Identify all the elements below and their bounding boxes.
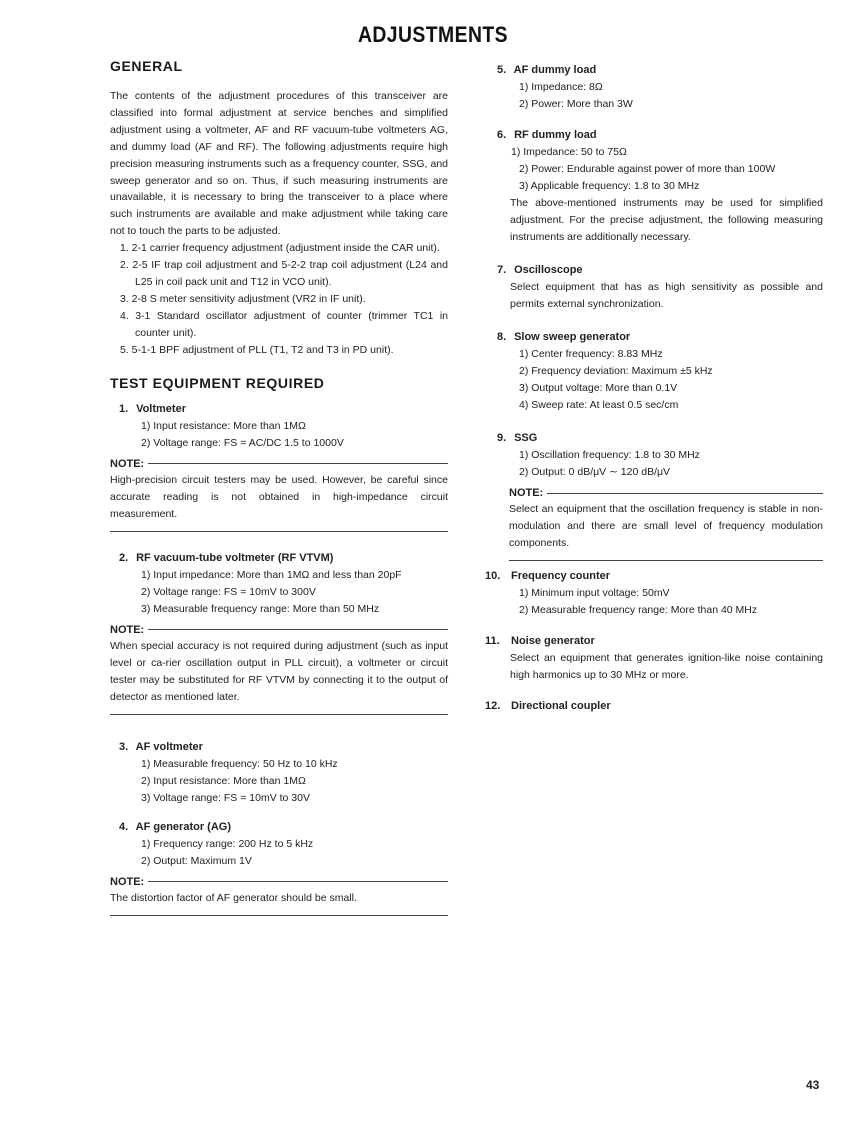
spec-item: 2) Power: More than 3W [519,98,633,110]
section-text: The above-mentioned instruments may be used for simplified adjustment. For the precise adjustment, the following measuring instruments are additionally necessary. [510,197,823,243]
section-title: AF voltmeter [135,740,203,753]
section-number: 3. [119,740,129,753]
left-column [110,58,448,916]
note-rule [547,493,823,494]
test-equipment-heading: TEST EQUIPMENT REQUIRED [110,374,325,391]
section-number: 6. [497,129,507,141]
section-oscilloscope [497,262,823,313]
section-title: Oscilloscope [514,264,583,276]
section-number: 4. [119,820,129,833]
spec-item: 1) Minimum input voltage: 50mV [519,587,670,599]
note-block [110,874,448,916]
spec-item: 1) Input resistance: More than 1MΩ [141,419,306,432]
section-title: Directional coupler [511,700,611,712]
note-rule [148,629,448,630]
section-title: RF vacuum-tube voltmeter (RF VTVM) [136,551,334,564]
general-list-item: 2. 2-5 IF trap coil adjustment and 5-2-2 trap coil adjustment (L24 and L25 in coil pack unit and T12 in VCO unit). [120,259,448,288]
general-list-item: 5. 5-1-1 BPF adjustment of PLL (T1, T2 and T3 in PD unit). [120,343,394,356]
section-title: AF generator (AG) [135,820,231,833]
section-directional-coupler [485,698,823,714]
section-number: 11. [485,635,500,647]
section-title: SSG [514,432,538,444]
note-label: NOTE: [509,487,544,499]
note-end-rule [110,531,448,532]
section-number: 10. [485,570,501,582]
spec-item: 2) Power: Endurable against power of more than 100W [519,163,776,175]
note-label: NOTE: [110,623,145,636]
spec-item: 2) Voltage range: FS = 10mV to 300V [141,585,316,598]
general-list-item: 3. 2-8 S meter sensitivity adjustment (VR2 in IF unit). [120,292,366,305]
note-end-rule [110,915,448,916]
section-number: 7. [497,264,507,276]
section-af-dummy-load [497,62,823,113]
section-noise-generator [485,633,823,684]
general-list [110,240,448,358]
section-title: Slow sweep generator [514,331,631,343]
section-title: AF dummy load [513,64,597,76]
spec-item: 2) Frequency deviation: Maximum ±5 kHz [519,365,713,377]
note-text: The distortion factor of AF generator should be small. [110,891,357,904]
section-af-voltmeter [110,739,448,807]
spec-item: 1) Impedance: 8Ω [519,81,603,93]
spec-item: 1) Input impedance: More than 1MΩ and less than 20pF [141,568,402,581]
spec-item: 3) Measurable frequency range: More than 50 MHz [141,602,380,615]
spec-item: 1) Frequency range: 200 Hz to 5 kHz [141,837,314,850]
section-number: 1. [119,402,129,415]
spec-item: 2) Output: Maximum 1V [141,854,252,867]
note-end-rule [509,560,823,561]
note-end-rule [110,714,448,715]
section-number: 5. [497,64,507,76]
general-list-item: 4. 3-1 Standard oscillator adjustment of counter (trimmer TC1 in counter unit). [120,309,448,339]
spec-item: 2) Output: 0 dB/μV ∼ 120 dB/μV [519,466,671,478]
page-title: ADJUSTMENTS [357,22,509,47]
spec-item: 2) Voltage range: FS = AC/DC 1.5 to 1000V [141,436,344,449]
page-number: 43 [806,1078,820,1092]
section-number: 12. [485,700,501,712]
note-rule [148,881,448,882]
section-number: 9. [497,432,507,444]
spec-item: 3) Voltage range: FS = 10mV to 30V [141,791,310,804]
spec-item: 1) Measurable frequency: 50 Hz to 10 kHz [141,757,338,770]
section-voltmeter [110,401,448,452]
general-heading: GENERAL [110,58,183,74]
note-label: NOTE: [110,457,145,470]
general-list-item: 1. 2-1 carrier frequency adjustment (adjustment inside the CAR unit). [120,242,440,255]
note-text: When special accuracy is not required during adjustment (such as input level or ca-rier oscillation output in PLL circuit), a voltmeter or circuit tester may be substituted for RF VTVM by connecting it to the output of detector as mentioned later. [110,639,448,703]
note-text: Select an equipment that the oscillation frequency is stable in non-modulation and there are small level of frequency modulation components. [509,503,823,549]
spec-item: 4) Sweep rate: At least 0.5 sec/cm [519,399,679,411]
section-rf-dummy-load [497,127,823,246]
section-number: 2. [119,551,129,564]
section-text: Select an equipment that generates ignition-like noise containing high harmonics up to 30 MHz or more. [510,652,823,681]
spec-item: 1) Impedance: 50 to 75Ω [511,146,627,158]
spec-item: 2) Measurable frequency range: More than 40 MHz [519,604,758,616]
section-af-generator [110,819,448,870]
section-title: Noise generator [511,635,595,647]
spec-item: 1) Oscillation frequency: 1.8 to 30 MHz [519,449,700,461]
section-title: Frequency counter [511,570,611,582]
note-block [110,456,448,532]
note-rule [148,463,448,464]
note-label: NOTE: [110,875,145,888]
spec-item: 3) Output voltage: More than 0.1V [519,382,678,394]
section-frequency-counter [485,568,823,619]
section-text: Select equipment that has as high sensitivity as possible and permits external synchronization. [510,281,823,310]
section-rf-vtvm [110,550,448,618]
note-text: High-precision circuit testers may be used. However, be careful since accurate reading is not obtained in high-impedance circuit measurement. [110,473,448,520]
spec-item: 1) Center frequency: 8.83 MHz [519,348,663,360]
note-block [110,622,448,715]
section-title: Voltmeter [136,402,186,415]
section-title: RF dummy load [514,129,597,141]
spec-item: 3) Applicable frequency: 1.8 to 30 MHz [519,180,700,192]
section-ssg [497,430,823,481]
right-column [485,62,823,715]
section-slow-sweep-generator [497,329,823,414]
note-block [497,485,823,561]
general-text: The contents of the adjustment procedures of this transceiver are classified into formal adjustment at service benches and simplified adjustment using a voltmeter, AF and RF vacuum-tube voltmeters AG, and dummy load (AF and RF). The following adjustments require high precision measuring instruments such as a frequency counter, SSG, and sweep generator and so on. Thus, if such measuring instruments are unavailable, it is necessary to bring the transceiver to a place where such instruments are available and make adjustment while taking care not to touch the parts to be adjusted. [110,90,448,238]
spec-item: 2) Input resistance: More than 1MΩ [141,774,306,787]
section-number: 8. [497,331,507,343]
